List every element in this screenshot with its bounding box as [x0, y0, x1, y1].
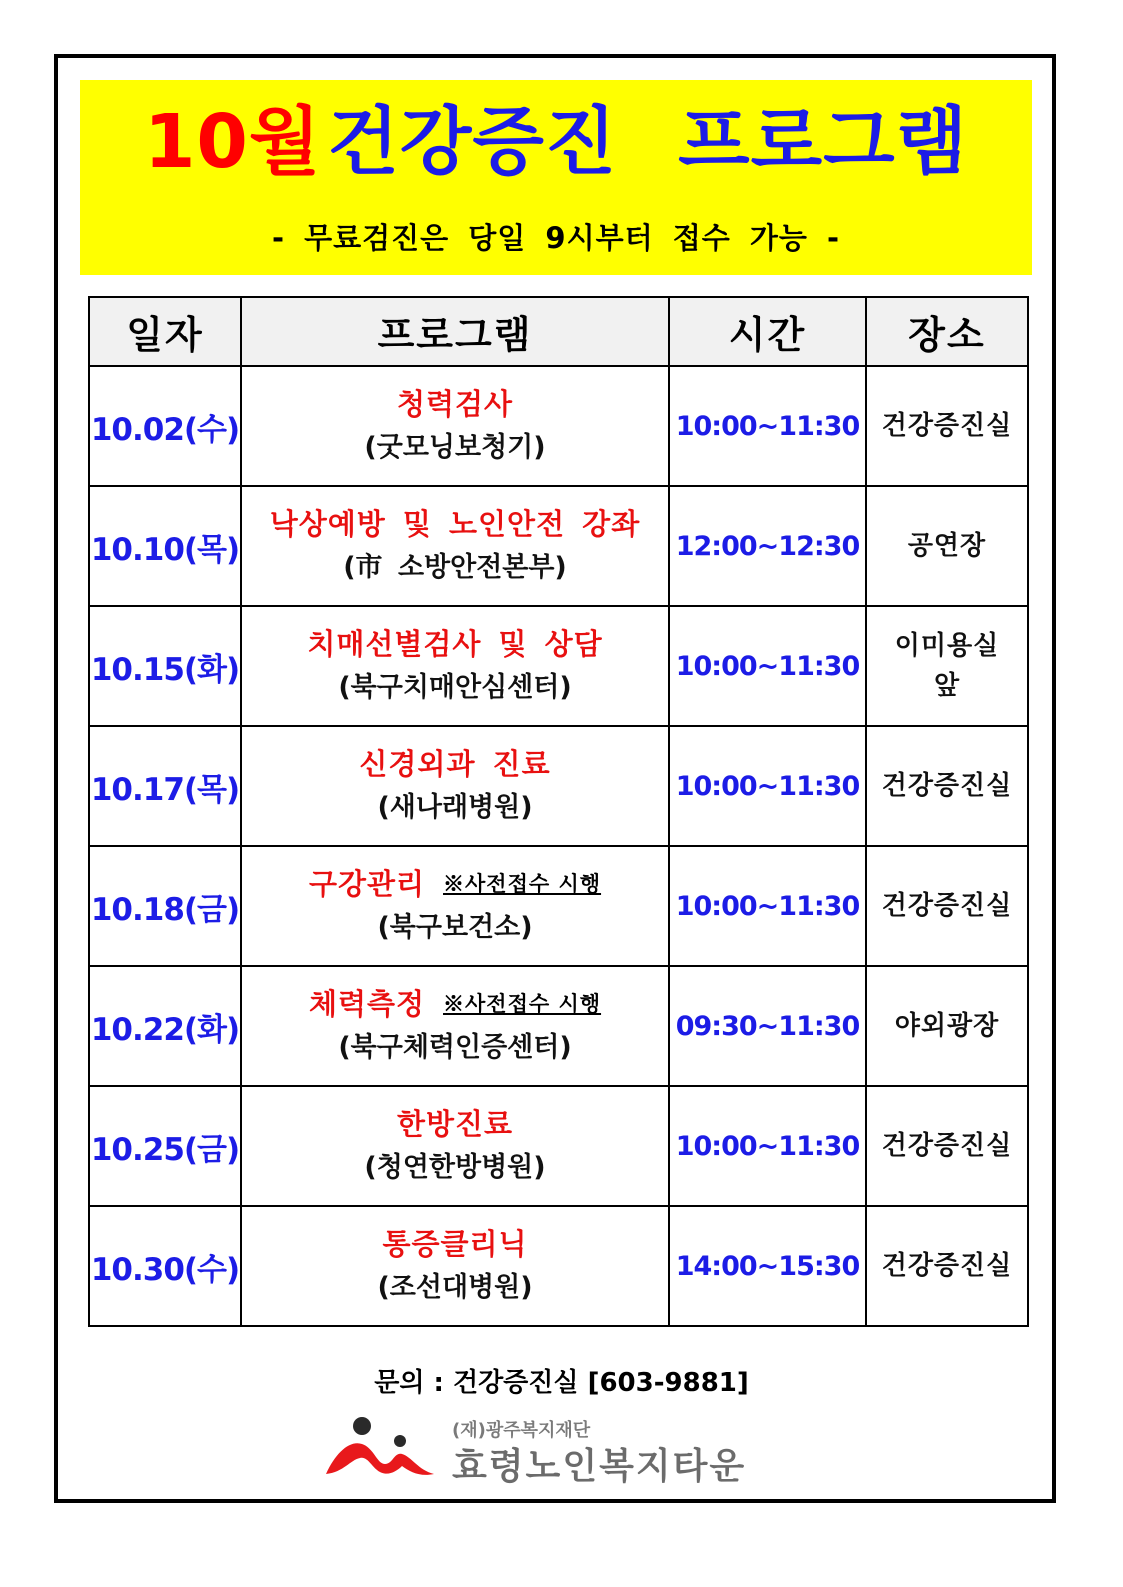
- program-name: 신경외과 진료: [359, 747, 551, 781]
- date-cell: [89, 726, 241, 846]
- table-row: [89, 846, 1028, 966]
- time-cell: [669, 966, 866, 1086]
- program-provider: (북구보건소): [377, 912, 533, 943]
- place-value: 건강증진실: [881, 771, 1013, 801]
- date-value: 10.15(화): [90, 651, 240, 688]
- column-header-date: 일자: [89, 297, 241, 366]
- date-cell: [89, 966, 241, 1086]
- time-value: 09:30~11:30: [675, 1010, 860, 1042]
- program-line: [242, 742, 668, 786]
- table-row: [89, 606, 1028, 726]
- program-provider: (市 소방안전본부): [343, 552, 567, 583]
- table-row: [89, 966, 1028, 1086]
- program-name: 구강관리: [308, 867, 426, 901]
- date-cell: [89, 366, 241, 486]
- date-value: 10.22(화): [90, 1011, 240, 1048]
- program-line: [242, 862, 668, 906]
- org-logo: [322, 1412, 802, 1487]
- time-value: 10:00~11:30: [675, 890, 860, 922]
- program-provider: (새나래병원): [377, 792, 533, 823]
- time-value: 10:00~11:30: [675, 1130, 860, 1162]
- time-cell: [669, 366, 866, 486]
- column-header-time: 시간: [669, 297, 866, 366]
- date-cell: [89, 1086, 241, 1206]
- place-cell: [866, 1086, 1028, 1206]
- program-cell: [241, 966, 669, 1086]
- time-value: 10:00~11:30: [675, 770, 860, 802]
- table-header-row: [89, 297, 1028, 366]
- place-cell: [866, 606, 1028, 726]
- program-name: 청력검사: [396, 387, 514, 421]
- place-value: 이미용실 앞: [894, 631, 1000, 701]
- place-cell: [866, 366, 1028, 486]
- place-value: 야외광장: [894, 1011, 1000, 1041]
- time-cell: [669, 846, 866, 966]
- place-cell: [866, 486, 1028, 606]
- date-cell: [89, 486, 241, 606]
- date-value: 10.30(수): [90, 1251, 240, 1288]
- program-cell: [241, 606, 669, 726]
- table-row: [89, 726, 1028, 846]
- program-name: 통증클리닉: [382, 1227, 528, 1261]
- program-name: 치매선별검사 및 상담: [307, 627, 603, 661]
- page-subtitle: - 무료검진은 당일 9시부터 접수 가능 -: [271, 221, 841, 255]
- place-cell: [866, 1206, 1028, 1326]
- program-provider: (조선대병원): [377, 1272, 533, 1303]
- program-cell: [241, 846, 669, 966]
- place-value: 건강증진실: [881, 1251, 1013, 1281]
- column-header-program: 프로그램: [241, 297, 669, 366]
- program-cell: [241, 1206, 669, 1326]
- time-value: 10:00~11:30: [675, 410, 860, 442]
- program-line: [242, 622, 668, 666]
- time-value: 12:00~12:30: [675, 530, 860, 562]
- title-main: 건강증진 프로그램: [327, 99, 969, 185]
- date-value: 10.18(금): [90, 891, 240, 928]
- program-cell: [241, 726, 669, 846]
- program-cell: [241, 366, 669, 486]
- table-row: [89, 1086, 1028, 1206]
- time-value: 10:00~11:30: [675, 650, 860, 682]
- program-name: 낙상예방 및 노인안전 강좌: [269, 507, 641, 541]
- date-value: 10.02(수): [90, 411, 240, 448]
- program-provider: (북구치매안심센터): [338, 672, 572, 703]
- place-cell: [866, 726, 1028, 846]
- program-provider: (청연한방병원): [364, 1152, 546, 1183]
- program-name: 한방진료: [396, 1107, 514, 1141]
- program-name: 체력측정: [308, 987, 426, 1021]
- schedule-body: [89, 366, 1028, 1326]
- column-header-place: 장소: [866, 297, 1028, 366]
- time-value: 14:00~15:30: [675, 1250, 860, 1282]
- program-line: [242, 1222, 668, 1266]
- program-provider: (북구체력인증센터): [338, 1032, 572, 1063]
- place-value: 건강증진실: [881, 411, 1013, 441]
- date-value: 10.17(목): [90, 771, 240, 808]
- place-cell: [866, 966, 1028, 1086]
- place-cell: [866, 846, 1028, 966]
- pre-registration-note: ※사전접수 시행: [443, 871, 602, 896]
- contact-info: 문의 : 건강증진실 [603-9881]: [374, 1368, 749, 1398]
- time-cell: [669, 1206, 866, 1326]
- org-parent-name: (재)광주복지재단: [452, 1420, 591, 1441]
- org-logo-mark-icon: [322, 1414, 442, 1480]
- program-line: [242, 1102, 668, 1146]
- program-line: [242, 502, 668, 546]
- date-cell: [89, 846, 241, 966]
- place-value: 건강증진실: [881, 1131, 1013, 1161]
- program-provider: (굿모닝보청기): [364, 432, 546, 463]
- program-line: [242, 982, 668, 1026]
- program-cell: [241, 486, 669, 606]
- program-line: [242, 382, 668, 426]
- time-cell: [669, 726, 866, 846]
- pre-registration-note: ※사전접수 시행: [443, 991, 602, 1016]
- program-cell: [241, 1086, 669, 1206]
- schedule-table: [88, 296, 1029, 1327]
- org-name: 효령노인복지타운: [452, 1446, 747, 1487]
- time-cell: [669, 486, 866, 606]
- date-cell: [89, 606, 241, 726]
- time-cell: [669, 606, 866, 726]
- title-month: 10월: [143, 99, 322, 185]
- table-row: [89, 1206, 1028, 1326]
- table-row: [89, 486, 1028, 606]
- date-value: 10.25(금): [90, 1131, 240, 1168]
- page-title: [80, 94, 1032, 190]
- table-row: [89, 366, 1028, 486]
- title-banner: [80, 80, 1032, 275]
- date-value: 10.10(목): [90, 531, 240, 568]
- place-value: 건강증진실: [881, 891, 1013, 921]
- date-cell: [89, 1206, 241, 1326]
- place-value: 공연장: [907, 531, 987, 561]
- time-cell: [669, 1086, 866, 1206]
